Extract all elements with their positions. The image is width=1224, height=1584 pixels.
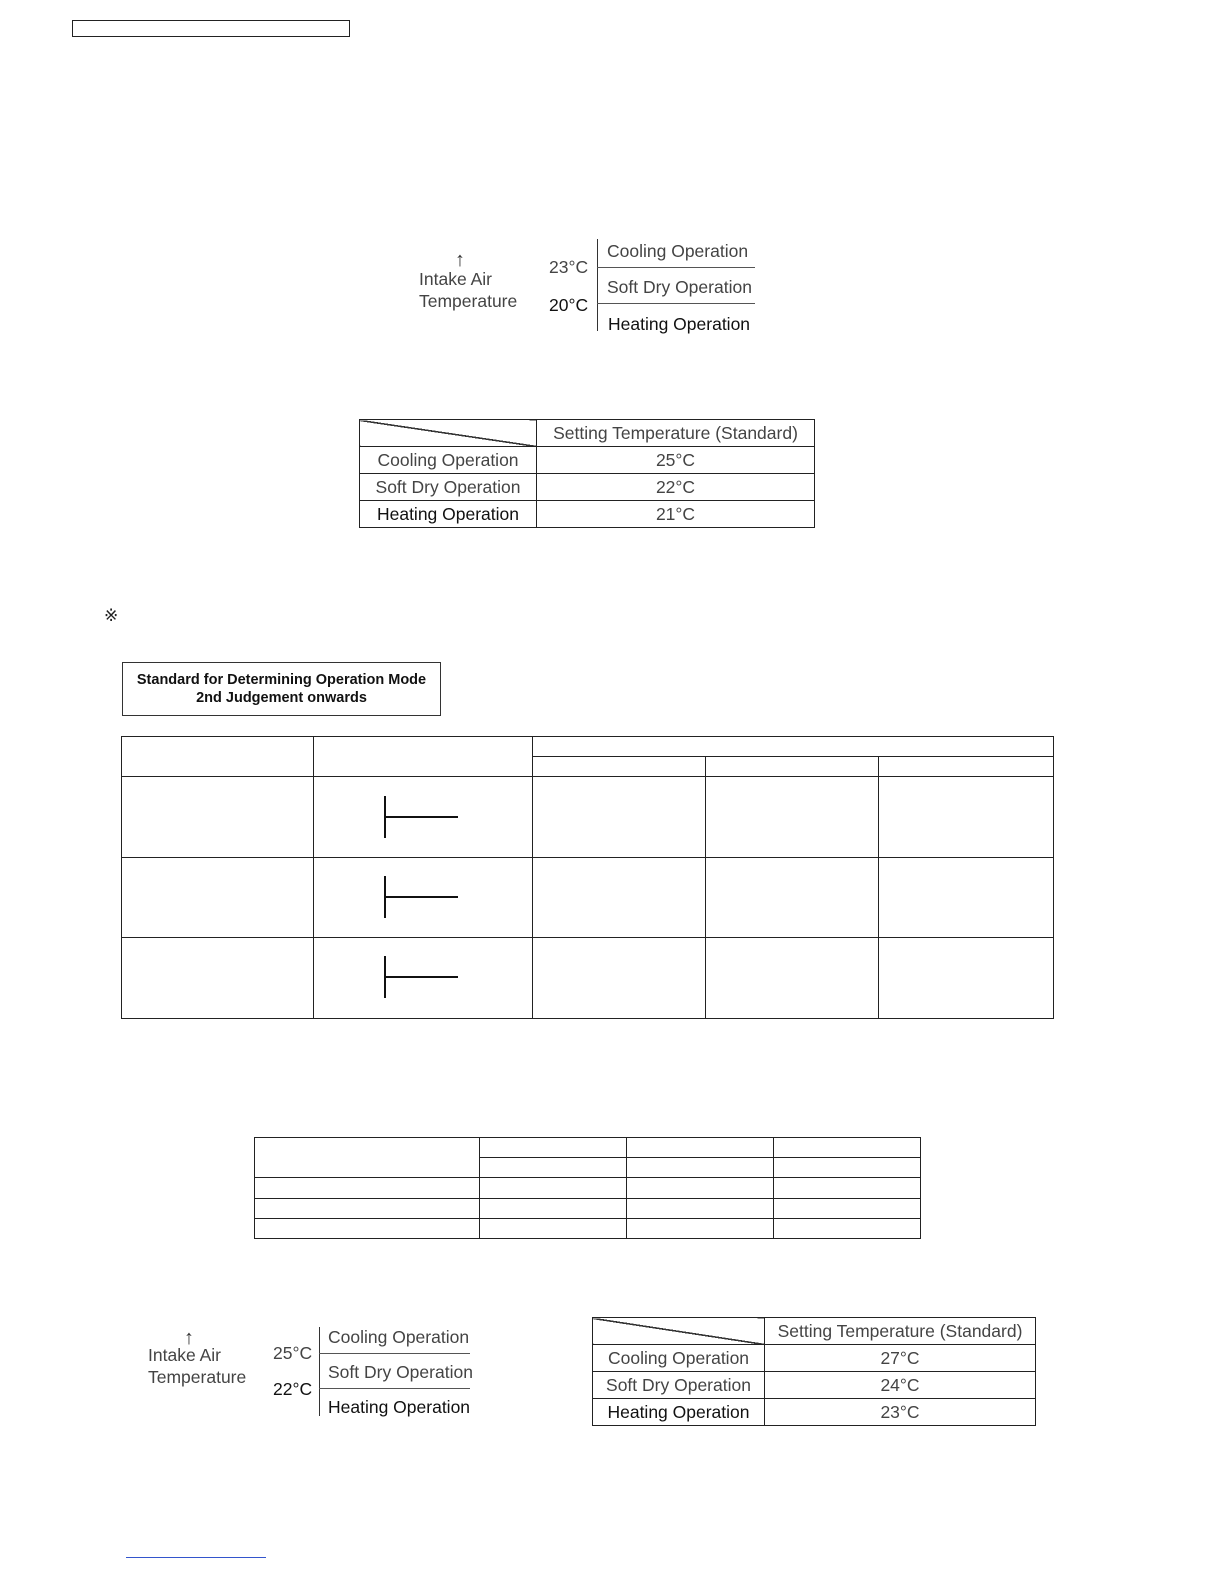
row-temp: 21°C [537, 501, 815, 528]
upper-threshold: 25°C [273, 1343, 313, 1363]
grid-cell [879, 857, 1054, 938]
zone-cooling: Cooling Operation [328, 1327, 470, 1347]
lower-threshold: 22°C [273, 1379, 313, 1399]
grid-cell [706, 857, 879, 938]
small-grid-table [254, 1137, 921, 1239]
grid-cell [533, 857, 706, 938]
table-row [122, 938, 1054, 1019]
row-mode: Heating Operation [593, 1399, 765, 1426]
row-mode: Cooling Operation [593, 1345, 765, 1372]
grid-header-cell [774, 1138, 921, 1158]
intake-air-label: Intake Air [148, 1345, 221, 1365]
intake-air-label: Intake Air [419, 269, 492, 289]
row-temp: 25°C [537, 447, 815, 474]
grid-header-cell [533, 737, 1054, 757]
zone-divider-vertical [597, 239, 598, 331]
row-temp: 23°C [765, 1399, 1036, 1426]
grid-header-cell [314, 737, 533, 777]
zone-soft-dry: Soft Dry Operation [607, 277, 752, 297]
table-row [360, 501, 815, 528]
setting-temperature-table-1 [359, 419, 815, 528]
grid-cell [480, 1178, 627, 1198]
grid-cell [774, 1198, 921, 1218]
grid-cell [122, 938, 314, 1019]
setting-temperature-table-2 [592, 1317, 1036, 1426]
row-mode: Soft Dry Operation [360, 474, 537, 501]
row-temp: 22°C [537, 474, 815, 501]
standard-title-box [122, 662, 441, 716]
grid-header-cell [627, 1138, 774, 1158]
grid-subheader-cell [879, 757, 1054, 777]
grid-cell [627, 1178, 774, 1198]
table-row [122, 777, 1054, 858]
grid-subheader-cell [533, 757, 706, 777]
zone-divider-lower [597, 303, 755, 304]
table-row [593, 1372, 1036, 1399]
table-row [255, 1198, 921, 1218]
table-row [593, 1399, 1036, 1426]
table-row [122, 857, 1054, 938]
judgement-grid-table [121, 736, 1054, 1019]
grid-cell [774, 1218, 921, 1238]
grid-cell [480, 1198, 627, 1218]
grid-cell [533, 938, 706, 1019]
grid-cell [879, 938, 1054, 1019]
grid-cell [122, 777, 314, 858]
grid-cell [774, 1178, 921, 1198]
row-temp: 27°C [765, 1345, 1036, 1372]
up-arrow-icon: ↑ [455, 249, 465, 271]
row-temp: 24°C [765, 1372, 1036, 1399]
grid-cell [879, 777, 1054, 858]
zone-soft-dry: Soft Dry Operation [328, 1362, 473, 1382]
grid-cell [255, 1198, 480, 1218]
table-header: Setting Temperature (Standard) [765, 1318, 1036, 1345]
grid-cell [706, 938, 879, 1019]
zone-heating: Heating Operation [328, 1397, 471, 1417]
grid-cell [774, 1158, 921, 1178]
grid-cell [480, 1158, 627, 1178]
grid-subheader-cell [706, 757, 879, 777]
grid-cell [314, 938, 533, 1019]
table-corner [593, 1318, 765, 1345]
row-mode: Soft Dry Operation [593, 1372, 765, 1399]
table-row [360, 447, 815, 474]
zone-divider-lower [319, 1388, 470, 1389]
zone-divider-vertical [319, 1327, 320, 1416]
table-row [360, 474, 815, 501]
table-row [255, 1218, 921, 1238]
header-box [72, 20, 350, 37]
grid-cell [122, 857, 314, 938]
table-row [255, 1178, 921, 1198]
grid-cell [627, 1158, 774, 1178]
footer-link-line[interactable] [126, 1557, 266, 1558]
zone-cooling: Cooling Operation [607, 241, 749, 261]
grid-cell [255, 1178, 480, 1198]
up-arrow-icon: ↑ [184, 1327, 194, 1349]
zone-divider-upper [319, 1353, 470, 1354]
grid-cell [255, 1218, 480, 1238]
table-header: Setting Temperature (Standard) [537, 420, 815, 447]
lower-threshold: 20°C [549, 295, 589, 315]
standard-title-line2: 2nd Judgement onwards [196, 690, 367, 706]
grid-cell [627, 1198, 774, 1218]
grid-cell [533, 777, 706, 858]
table-row [593, 1345, 1036, 1372]
temperature-label: Temperature [419, 291, 518, 311]
grid-cell [627, 1218, 774, 1238]
zone-divider-upper [597, 267, 755, 268]
table-corner [360, 420, 537, 447]
zone-heating: Heating Operation [608, 314, 751, 334]
upper-threshold: 23°C [549, 257, 589, 277]
standard-title-line1: Standard for Determining Operation Mode [136, 672, 427, 688]
grid-header-cell [480, 1138, 627, 1158]
grid-cell [480, 1218, 627, 1238]
temperature-label: Temperature [148, 1367, 247, 1387]
reference-mark: ※ [104, 606, 119, 625]
grid-cell [706, 777, 879, 858]
grid-header-cell [122, 737, 314, 777]
grid-header-cell [255, 1138, 480, 1178]
row-mode: Cooling Operation [360, 447, 537, 474]
row-mode: Heating Operation [360, 501, 537, 528]
